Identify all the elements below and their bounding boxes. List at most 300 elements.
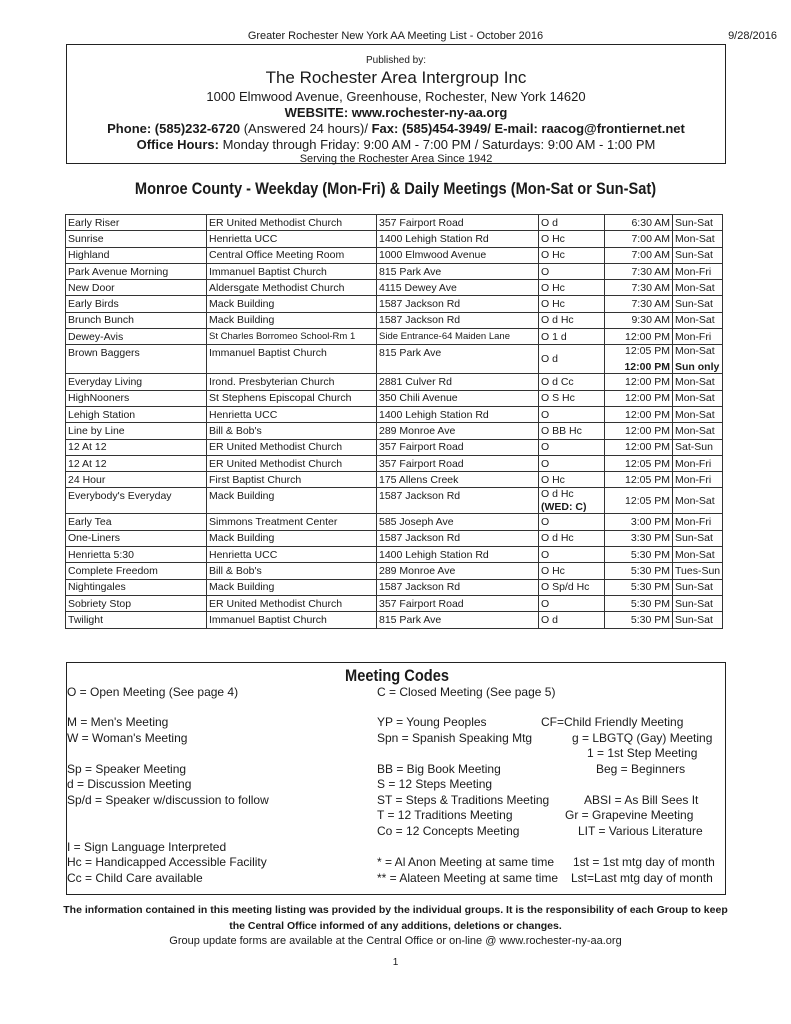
code-child-friendly: CF=Child Friendly Meeting — [541, 715, 684, 729]
meeting-address — [377, 374, 539, 390]
meeting-address — [377, 563, 539, 579]
meeting-time — [605, 612, 673, 628]
meeting-codes — [539, 296, 605, 312]
meeting-days — [673, 423, 723, 439]
meeting-location — [207, 263, 377, 279]
meeting-name-text: Early Tea — [68, 516, 112, 529]
meeting-days-text: Sun-Sat — [675, 532, 713, 545]
meeting-location — [207, 439, 377, 455]
meeting-row — [66, 215, 723, 231]
meeting-name — [66, 247, 207, 263]
meeting-name — [66, 280, 207, 296]
meeting-name — [66, 406, 207, 422]
meeting-name-text: Everybody's Everyday — [68, 490, 172, 503]
meeting-codes-text: O — [541, 516, 550, 529]
meeting-address-text: 357 Fairport Road — [379, 441, 464, 454]
meeting-days-text: Mon-Sat — [675, 314, 715, 327]
meeting-time-text: 12:00 PM — [625, 424, 670, 437]
meeting-name-text: Brown Baggers — [68, 347, 140, 360]
meeting-location-text: Immanuel Baptist Church — [209, 265, 327, 278]
meeting-name-text: 12 At 12 — [68, 457, 107, 470]
meeting-codes — [539, 455, 605, 471]
meeting-time — [605, 215, 673, 231]
meeting-codes — [539, 247, 605, 263]
meeting-address — [377, 390, 539, 406]
code-literature: LIT = Various Literature — [578, 824, 703, 838]
meeting-days — [673, 612, 723, 628]
meeting-time — [605, 514, 673, 530]
meeting-name-text: New Door — [68, 281, 115, 294]
meeting-address-text: 1400 Lehigh Station Rd — [379, 548, 489, 561]
meeting-address — [377, 247, 539, 263]
meeting-address-text: 1587 Jackson Rd — [379, 581, 461, 594]
meeting-time — [605, 488, 673, 514]
footer-disclaimer-line2: the Central Office informed of any additions, deletions or changes. — [229, 920, 562, 932]
meeting-time-text: 7:00 AM — [631, 249, 670, 262]
meeting-location-text: ER United Methodist Church — [209, 216, 343, 229]
meeting-row — [66, 530, 723, 546]
meeting-location — [207, 595, 377, 611]
meeting-name-text: Complete Freedom — [68, 564, 158, 577]
meeting-time — [605, 231, 673, 247]
meeting-days — [673, 406, 723, 422]
meeting-codes-text: O d Hc — [541, 532, 574, 545]
meeting-codes-text: O Hc — [541, 281, 565, 294]
meeting-codes-text: O d — [541, 216, 558, 229]
meeting-days-text: Mon-Fri — [675, 265, 712, 278]
meeting-address — [377, 612, 539, 628]
meeting-address — [377, 488, 539, 514]
meeting-row — [66, 231, 723, 247]
meeting-location — [207, 579, 377, 595]
organization-contact — [67, 121, 725, 136]
organization-address: 1000 Elmwood Avenue, Greenhouse, Rochester, New York 14620 — [206, 89, 586, 104]
code-men: M = Men's Meeting — [67, 715, 169, 729]
meeting-name-text: One-Liners — [68, 532, 120, 545]
meeting-location — [207, 390, 377, 406]
meeting-codes-text: O — [541, 265, 550, 278]
code-alanon: * = Al Anon Meeting at same time — [377, 855, 555, 869]
meeting-location-text: Immanuel Baptist Church — [209, 347, 327, 360]
meeting-codes-text: O d — [541, 353, 558, 366]
meeting-address — [377, 280, 539, 296]
meeting-codes-text: O Hc — [541, 249, 565, 262]
meeting-name — [66, 612, 207, 628]
meeting-codes — [539, 374, 605, 390]
meeting-row — [66, 488, 723, 514]
meeting-name-text: Highland — [68, 249, 110, 262]
code-closed: C = Closed Meeting (See page 5) — [377, 685, 556, 699]
footer-disclaimer-line1: The information contained in this meeting listing was provided by the individual groups. It is the responsibility of each Group to keep — [63, 904, 728, 916]
meeting-codes — [539, 472, 605, 488]
code-childcare: Cc = Child Care available — [67, 871, 203, 885]
meeting-row — [66, 296, 723, 312]
meeting-location — [207, 488, 377, 514]
meeting-location-text: ER United Methodist Church — [209, 457, 343, 470]
meeting-row — [66, 312, 723, 328]
code-beginners: Beg = Beginners — [596, 762, 686, 776]
meeting-days-text: Mon-Sat — [675, 392, 715, 405]
meeting-location-text: ER United Methodist Church — [209, 441, 343, 454]
meeting-days-text: Mon-Sat — [675, 281, 715, 294]
meeting-codes — [539, 390, 605, 406]
meeting-days — [673, 390, 723, 406]
code-grapevine: Gr = Grapevine Meeting — [565, 808, 694, 822]
meeting-days-text: Mon-Sat — [675, 424, 715, 437]
meeting-location-text: Henrietta UCC — [209, 548, 278, 561]
meeting-location — [207, 406, 377, 422]
meeting-days-text: Sun-Sat — [675, 581, 713, 594]
meeting-days — [673, 530, 723, 546]
meeting-time-text: 7:00 AM — [631, 232, 670, 245]
meeting-name — [66, 312, 207, 328]
meeting-days-text: Mon-Fri — [675, 473, 712, 486]
meeting-name — [66, 423, 207, 439]
meeting-days — [673, 296, 723, 312]
meeting-location-text: Mack Building — [209, 532, 275, 545]
meeting-name-text: 12 At 12 — [68, 441, 107, 454]
meeting-address-text: 289 Monroe Ave — [379, 564, 456, 577]
code-absi: ABSI = As Bill Sees It — [584, 793, 699, 807]
meeting-name-text: Everyday Living — [68, 376, 143, 389]
document-header-title: Greater Rochester New York AA Meeting List - October 2016 — [247, 30, 544, 42]
meeting-address — [377, 455, 539, 471]
meeting-name-text: Henrietta 5:30 — [68, 548, 134, 561]
meeting-time — [605, 530, 673, 546]
meeting-time-text: 12:00 PM — [625, 408, 670, 421]
fax-email: Fax: (585)454-3949/ E-mail: raacog@frontiernet.net — [371, 121, 685, 136]
meeting-row — [66, 595, 723, 611]
phone-number: Phone: (585)232-6720 — [107, 121, 241, 136]
meeting-address — [377, 423, 539, 439]
meeting-location-text: Simmons Treatment Center — [209, 516, 338, 529]
meeting-name — [66, 579, 207, 595]
meeting-address-text: 815 Park Ave — [379, 347, 442, 360]
meeting-codes-text: O — [541, 408, 550, 421]
meeting-row — [66, 390, 723, 406]
meeting-address — [377, 329, 539, 345]
meeting-codes — [539, 423, 605, 439]
meeting-name-text: Nightingales — [68, 581, 126, 594]
meeting-time — [605, 312, 673, 328]
meeting-days-text: Tues-Sun — [675, 564, 721, 577]
meeting-codes — [539, 345, 605, 374]
publisher-box — [66, 44, 726, 164]
meeting-address — [377, 231, 539, 247]
meeting-days-text: Mon-Fri — [675, 516, 712, 529]
meeting-codes — [539, 530, 605, 546]
meeting-name-text: Early Birds — [68, 298, 119, 311]
meeting-codes-text: O — [541, 597, 550, 610]
meeting-name — [66, 488, 207, 514]
meeting-location — [207, 514, 377, 530]
meeting-address — [377, 215, 539, 231]
meeting-name — [66, 374, 207, 390]
meeting-time-text: 5:30 PM — [630, 564, 670, 577]
footer-note: Group update forms are available at the Central Office or on-line @ www.rochester-ny-aa.org — [169, 935, 622, 947]
meeting-time-text: 7:30 AM — [631, 298, 670, 311]
meeting-time — [605, 439, 673, 455]
meeting-address-text: 1587 Jackson Rd — [379, 314, 461, 327]
meeting-address — [377, 296, 539, 312]
meeting-address — [377, 514, 539, 530]
meeting-location-text: ER United Methodist Church — [209, 597, 343, 610]
meeting-row — [66, 472, 723, 488]
meeting-location — [207, 312, 377, 328]
meeting-days — [673, 280, 723, 296]
meeting-codes-text: O Hc — [541, 473, 565, 486]
meeting-time — [605, 472, 673, 488]
meeting-address-text: 357 Fairport Road — [379, 216, 464, 229]
meeting-row — [66, 406, 723, 422]
meeting-codes-box — [66, 662, 726, 895]
meeting-days — [673, 579, 723, 595]
meeting-days-text: Mon-Sat — [675, 548, 715, 561]
meeting-codes-text: O BB Hc — [541, 424, 582, 437]
published-by-label: Published by: — [365, 55, 427, 66]
meeting-name — [66, 329, 207, 345]
organization-website: WEBSITE: www.rochester-ny-aa.org — [284, 105, 508, 120]
meeting-codes-text: O d Hc — [541, 488, 574, 501]
meeting-codes — [539, 514, 605, 530]
meeting-time — [605, 280, 673, 296]
meeting-row — [66, 612, 723, 628]
meeting-address — [377, 312, 539, 328]
meeting-days — [673, 488, 723, 514]
meeting-name-text: Dewey-Avis — [68, 330, 124, 343]
meeting-days — [673, 312, 723, 328]
office-hours — [67, 137, 725, 152]
meeting-time — [605, 263, 673, 279]
meeting-location-text: Irond. Presbyterian Church — [209, 376, 335, 389]
meeting-address-text: 4115 Dewey Ave — [379, 281, 457, 294]
meeting-days-text: Sun-Sat — [675, 298, 713, 311]
meeting-location — [207, 296, 377, 312]
meeting-location — [207, 345, 377, 374]
meeting-address-text: 357 Fairport Road — [379, 457, 464, 470]
meeting-location — [207, 612, 377, 628]
meeting-name — [66, 563, 207, 579]
meeting-row — [66, 455, 723, 471]
code-last-mtg: Lst=Last mtg day of month — [571, 871, 713, 885]
meeting-name-text: Early Riser — [68, 216, 120, 229]
code-steps: S = 12 Steps Meeting — [377, 777, 493, 791]
meeting-days — [673, 439, 723, 455]
meeting-codes-text: O — [541, 548, 550, 561]
meeting-days-text: Mon-Fri — [675, 330, 712, 343]
meeting-location — [207, 280, 377, 296]
meeting-location — [207, 247, 377, 263]
meeting-location-text: First Baptist Church — [209, 473, 302, 486]
meeting-address-text: 1587 Jackson Rd — [379, 490, 461, 503]
meeting-name-text: Sunrise — [68, 232, 104, 245]
meeting-codes-text: O — [541, 441, 550, 454]
meeting-location-text: Mack Building — [209, 490, 275, 503]
meeting-codes — [539, 231, 605, 247]
meeting-days-text: Mon-Sat — [675, 408, 715, 421]
meeting-codes-title: Meeting Codes — [345, 666, 449, 685]
code-discussion: d = Discussion Meeting — [67, 777, 192, 791]
code-speaker: Sp = Speaker Meeting — [67, 762, 187, 776]
code-women: W = Woman's Meeting — [67, 731, 188, 745]
meeting-name — [66, 514, 207, 530]
code-alateen: ** = Alateen Meeting at same time — [377, 871, 559, 885]
meeting-days — [673, 472, 723, 488]
meeting-location — [207, 472, 377, 488]
meeting-location-text: St Stephens Episcopal Church — [209, 392, 352, 405]
meeting-codes — [539, 547, 605, 563]
code-traditions: T = 12 Traditions Meeting — [377, 808, 513, 822]
page-number: 1 — [392, 957, 399, 968]
phone-note: (Answered 24 hours)/ — [240, 121, 372, 136]
meeting-address — [377, 595, 539, 611]
meeting-time-text: 12:00 PM — [625, 330, 670, 343]
document-date: 9/28/2016 — [728, 30, 777, 42]
meeting-codes-text: O d — [541, 613, 558, 626]
meeting-days-alt: Sun only — [675, 361, 720, 374]
section-title: Monroe County - Weekday (Mon-Fri) & Daily Meetings (Mon-Sat or Sun-Sat) — [134, 179, 657, 198]
code-big-book: BB = Big Book Meeting — [377, 762, 501, 776]
meeting-codes-text: O S Hc — [541, 392, 575, 405]
meeting-days — [673, 563, 723, 579]
meeting-name — [66, 455, 207, 471]
meeting-days-text: Sun-Sat — [675, 249, 713, 262]
meeting-location-text: Henrietta UCC — [209, 408, 278, 421]
meeting-address — [377, 530, 539, 546]
office-hours-text: Monday through Friday: 9:00 AM - 7:00 PM / Saturdays: 9:00 AM - 1:00 PM — [218, 137, 656, 152]
office-hours-label: Office Hours: — [136, 137, 219, 152]
meeting-address-text: Side Entrance-64 Maiden Lane — [379, 331, 510, 343]
meeting-codes — [539, 612, 605, 628]
meeting-name-text: Twilight — [68, 613, 104, 626]
meeting-time — [605, 563, 673, 579]
meeting-time — [605, 423, 673, 439]
meeting-time-text: 12:05 PM — [625, 473, 670, 486]
footer-disclaimer — [0, 902, 791, 934]
meeting-time — [605, 579, 673, 595]
meeting-address-text: 815 Park Ave — [379, 265, 442, 278]
meeting-row — [66, 579, 723, 595]
meeting-address-text: 357 Fairport Road — [379, 597, 464, 610]
meeting-time — [605, 595, 673, 611]
meeting-time-text: 12:05 PM — [625, 345, 670, 358]
meeting-address — [377, 579, 539, 595]
meeting-days-text: Mon-Sat — [675, 232, 715, 245]
meeting-time-text: 12:05 PM — [625, 494, 670, 507]
code-sign-language: I = Sign Language Interpreted — [67, 840, 227, 854]
meeting-address — [377, 472, 539, 488]
meeting-days — [673, 547, 723, 563]
meeting-row — [66, 329, 723, 345]
meeting-location — [207, 455, 377, 471]
meeting-days — [673, 595, 723, 611]
meeting-name — [66, 345, 207, 374]
meeting-address — [377, 345, 539, 374]
meeting-days — [673, 231, 723, 247]
code-concepts: Co = 12 Concepts Meeting — [377, 824, 520, 838]
meeting-address-text: 1587 Jackson Rd — [379, 298, 461, 311]
code-handicapped: Hc = Handicapped Accessible Facility — [67, 855, 267, 869]
meeting-codes — [539, 329, 605, 345]
meeting-time-text: 3:00 PM — [630, 516, 670, 529]
meeting-address-text: 289 Monroe Ave — [379, 424, 456, 437]
meeting-location — [207, 374, 377, 390]
meeting-location — [207, 231, 377, 247]
meeting-name — [66, 215, 207, 231]
meeting-location-text: Mack Building — [209, 298, 275, 311]
meeting-address-text: 2881 Culver Rd — [379, 376, 452, 389]
meeting-days — [673, 455, 723, 471]
meeting-time — [605, 345, 673, 374]
meeting-time-text: 12:00 PM — [625, 392, 670, 405]
meeting-name — [66, 390, 207, 406]
meeting-name-text: HighNooners — [68, 392, 130, 405]
meeting-time-text: 3:30 PM — [630, 532, 670, 545]
meeting-location — [207, 547, 377, 563]
meeting-address-text: 1400 Lehigh Station Rd — [379, 408, 489, 421]
meeting-time-text: 5:30 PM — [630, 548, 670, 561]
meeting-row — [66, 280, 723, 296]
meeting-address-text: 815 Park Ave — [379, 613, 442, 626]
meeting-location-text: Immanuel Baptist Church — [209, 613, 327, 626]
meeting-address-text: 175 Allens Creek — [379, 473, 459, 486]
meeting-time — [605, 329, 673, 345]
meeting-time — [605, 247, 673, 263]
meeting-location — [207, 329, 377, 345]
meeting-name-text: 24 Hour — [68, 473, 106, 486]
meeting-location-text: Aldersgate Methodist Church — [209, 281, 345, 294]
meeting-time-text: 12:00 PM — [625, 441, 670, 454]
meeting-row — [66, 563, 723, 579]
meeting-days — [673, 215, 723, 231]
meeting-name — [66, 472, 207, 488]
meeting-name — [66, 231, 207, 247]
meeting-time-text: 5:30 PM — [630, 597, 670, 610]
meeting-location — [207, 423, 377, 439]
meeting-time-text: 12:00 PM — [625, 376, 670, 389]
meeting-address-text: 350 Chili Avenue — [379, 392, 458, 405]
meeting-name — [66, 547, 207, 563]
meeting-codes — [539, 579, 605, 595]
meeting-location-text: Bill & Bob's — [209, 564, 262, 577]
meeting-days-text: Mon-Sat — [675, 376, 715, 389]
meeting-codes — [539, 595, 605, 611]
meeting-days-text: Sun-Sat — [675, 597, 713, 610]
meeting-days-text: Mon-Fri — [675, 457, 712, 470]
meeting-location-text: Henrietta UCC — [209, 232, 278, 245]
meeting-address — [377, 547, 539, 563]
meeting-days — [673, 247, 723, 263]
meeting-row — [66, 439, 723, 455]
meeting-codes-text: O Sp/d Hc — [541, 581, 590, 594]
meeting-codes-text: O d Cc — [541, 376, 574, 389]
meeting-days-text: Mon-Sat — [675, 494, 715, 507]
meeting-days — [673, 514, 723, 530]
meeting-location-text: St Charles Borromeo School-Rm 1 — [209, 331, 356, 343]
meeting-location — [207, 215, 377, 231]
meeting-time-text: 7:30 AM — [631, 281, 670, 294]
meeting-days-text: Sat-Sun — [675, 441, 713, 454]
meeting-days — [673, 374, 723, 390]
meetings-table — [65, 214, 723, 629]
meeting-days — [673, 345, 723, 374]
meeting-time — [605, 455, 673, 471]
meeting-time — [605, 547, 673, 563]
meeting-name-text: Brunch Bunch — [68, 314, 134, 327]
meeting-codes-text: O Hc — [541, 232, 565, 245]
meeting-time — [605, 374, 673, 390]
meeting-name — [66, 296, 207, 312]
